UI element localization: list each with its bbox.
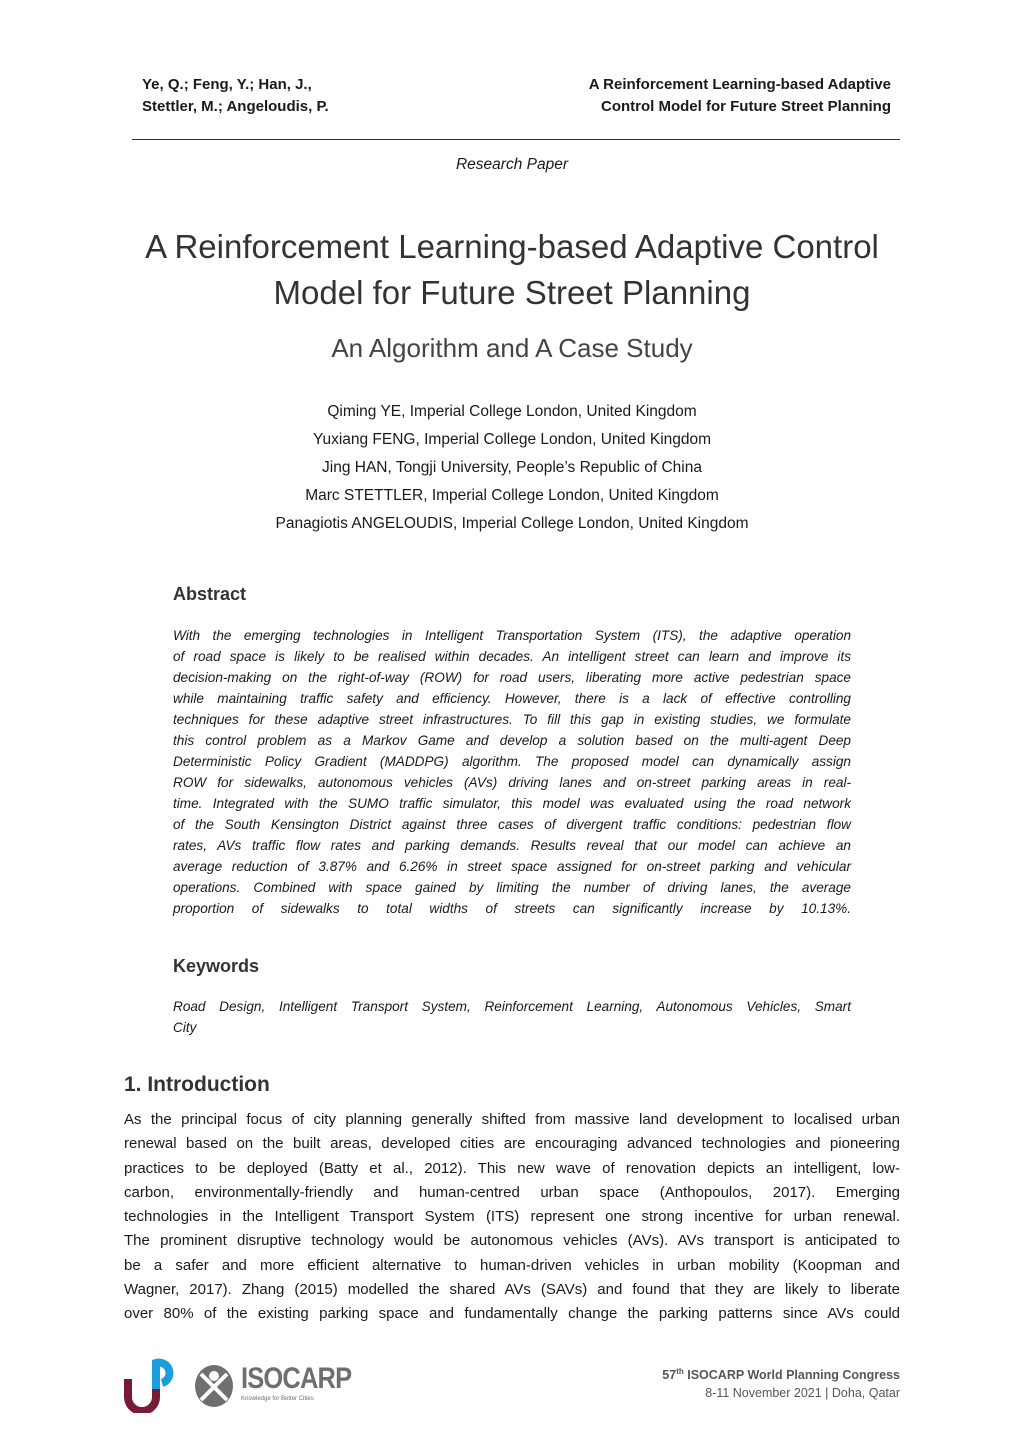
text-line: techniques for these adaptive street infrastructures. To fill this gap in existing studies, we formulate [173, 712, 851, 727]
congress-dates: 8-11 November 2021 | Doha, Qatar [705, 1386, 900, 1401]
isocarp-tagline: Knowledge for Better Cities [241, 1396, 314, 1402]
paper-title [0, 224, 1024, 316]
isocarp-emblem-icon [193, 1364, 235, 1408]
header-divider [132, 139, 900, 140]
text-line: decision-making on the right-of-way (ROW) for road users, liberating more active pedestrian space [173, 670, 851, 685]
text-line: renewal based on the built areas, developed cities are encouraging advanced technologies and pioneering [124, 1135, 900, 1153]
keywords-heading: Keywords [173, 956, 260, 976]
congress-info [662, 1363, 900, 1402]
introduction-heading: 1. Introduction [124, 1073, 270, 1096]
author-affiliation: Yuxiang FENG, Imperial College London, United Kingdom [312, 431, 712, 448]
text-line: With the emerging technologies in Intelligent Transportation System (ITS), the adaptive operation [173, 628, 851, 643]
isocarp-wordmark: ISOCARP [241, 1362, 352, 1395]
text-line: Deterministic Policy Gradient (MADDPG) algorithm. The proposed model can dynamically assign [173, 754, 851, 769]
header-authors-line: Stettler, M.; Angeloudis, P. [142, 98, 329, 115]
text-line: time. Integrated with the SUMO traffic simulator, this model was evaluated using the road network [173, 796, 851, 811]
header-title-line: Control Model for Future Street Planning [601, 98, 891, 115]
text-line: of road space is likely to be realised within decades. An intelligent street can learn and improve its [173, 649, 851, 664]
author-affiliation: Qiming YE, Imperial College London, United Kingdom [327, 403, 697, 420]
paper-title-line: Model for Future Street Planning [273, 274, 751, 311]
text-line: Wagner, 2017). Zhang (2015) modelled the shared AVs (SAVs) and found that they are likely to liberate [124, 1281, 900, 1299]
text-line: of the South Kensington District against three cases of divergent traffic conditions: pedestrian flow [173, 817, 851, 832]
paper-title-line: A Reinforcement Learning-based Adaptive Control [145, 228, 879, 265]
text-line: The prominent disruptive technology would be autonomous vehicles (AVs). AVs transport is anticipated to [124, 1232, 900, 1250]
text-line: this control problem as a Markov Game and develop a solution based on the multi-agent Deep [173, 733, 851, 748]
abstract-heading: Abstract [173, 584, 247, 604]
up-logo [124, 1357, 182, 1413]
congress-name: ISOCARP World Planning Congress [683, 1368, 900, 1383]
running-header-title [589, 74, 891, 118]
text-line: practices to be deployed (Batty et al., 2012). This new wave of renovation depicts an intelligent, low- [124, 1159, 900, 1177]
abstract-body [173, 625, 851, 919]
text-line: rates, AVs traffic flow rates and parking demands. Results reveal that our model can achieve an [173, 838, 851, 853]
paper-subtitle: An Algorithm and A Case Study [331, 333, 693, 363]
text-line: proportion of sidewalks to total widths of streets can significantly increase by 10.13%. [173, 901, 851, 916]
header-authors-line: Ye, Q.; Feng, Y.; Han, J., [142, 76, 312, 93]
text-line: ROW for sidewalks, autonomous vehicles (AVs) driving lanes and on-street parking areas in real- [173, 775, 851, 790]
text-line: over 80% of the existing parking space and fundamentally change the parking patterns since AVs could [124, 1305, 900, 1323]
author-list [0, 398, 1024, 538]
text-line: be a safer and more efficient alternative to human-driven vehicles in urban mobility (Koopman and [124, 1256, 900, 1274]
keywords-body [173, 996, 851, 1038]
author-affiliation: Jing HAN, Tongji University, People’s Republic of China [322, 459, 702, 476]
text-line: Road Design, Intelligent Transport System, Reinforcement Learning, Autonomous Vehicles, Smart [173, 999, 851, 1014]
header-title-line: A Reinforcement Learning-based Adaptive [588, 76, 891, 93]
text-line: As the principal focus of city planning generally shifted from massive land development to localised urban [124, 1111, 900, 1128]
author-affiliation: Marc STETTLER, Imperial College London, United Kingdom [305, 487, 719, 504]
congress-number: 57 [662, 1368, 677, 1383]
isocarp-logo [241, 1364, 371, 1402]
congress-ordinal: th [676, 1367, 684, 1376]
text-line: average reduction of 3.87% and 6.26% in street space assigned for on-street parking and vehicular [173, 859, 851, 874]
paper-type: Research Paper [455, 156, 568, 173]
text-line: operations. Combined with space gained by limiting the number of driving lanes, the average [173, 880, 851, 895]
text-line: while maintaining traffic safety and efficiency. However, there is a lack of effective controlling [173, 691, 851, 706]
text-line: carbon, environmentally-friendly and human-centred urban space (Anthopoulos, 2017). Emerging [124, 1183, 900, 1201]
text-line: technologies in the Intelligent Transport System (ITS) represent one strong incentive for urban renewal. [124, 1208, 900, 1226]
text-line: City [173, 1020, 197, 1035]
author-affiliation: Panagiotis ANGELOUDIS, Imperial College London, United Kingdom [275, 515, 749, 532]
running-header-authors [142, 74, 329, 118]
introduction-body [124, 1108, 900, 1327]
